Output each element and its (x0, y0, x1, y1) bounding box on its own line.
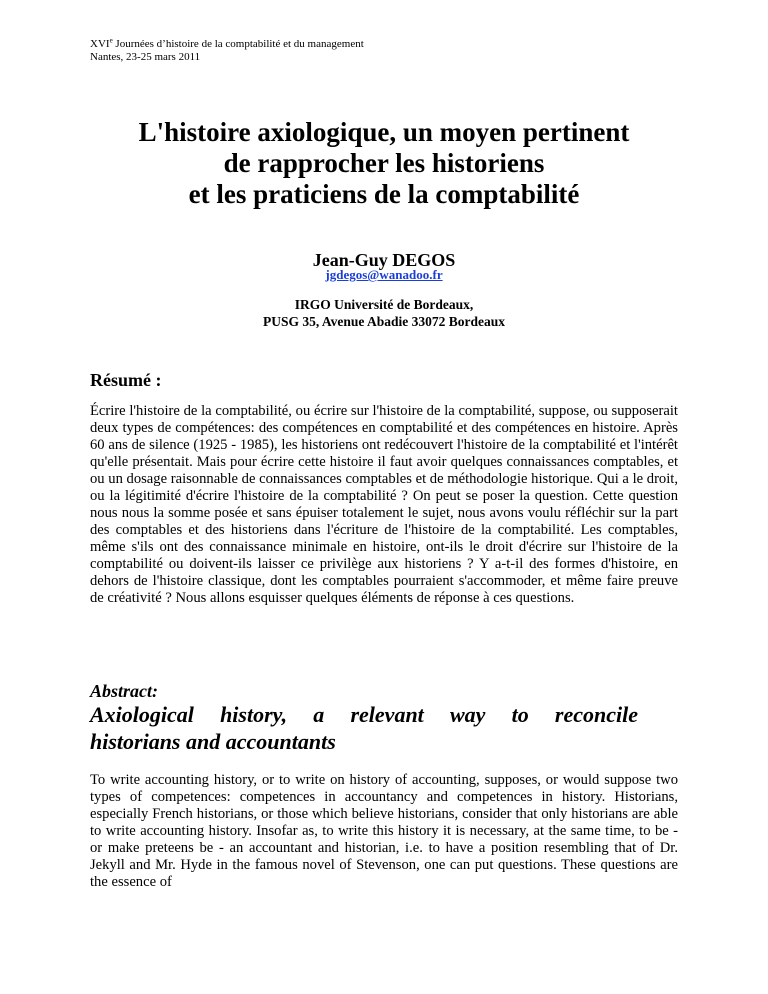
title-line: L'histoire axiologique, un moyen pertinent (138, 117, 630, 147)
abstract-title-line: historians and accountants (90, 729, 336, 754)
abstract-title (90, 701, 638, 755)
abstract-heading: Abstract: (90, 681, 159, 701)
resume-heading: Résumé : (90, 370, 162, 390)
title-line: et les praticiens de la comptabilité (188, 179, 580, 209)
abstract-title-line: Axiological history, a relevant way to reconcile (90, 702, 638, 727)
conference-name: XVIe Journées d’histoire de la comptabilité et du management (90, 36, 364, 50)
author-email (0, 267, 768, 283)
affiliation-line: IRGO Université de Bordeaux, (294, 297, 474, 312)
conference-place-date: Nantes, 23-25 mars 2011 (90, 51, 201, 63)
author-email-link[interactable]: jgdegos@wanadoo.fr (325, 267, 443, 282)
paper-title (60, 117, 708, 210)
title-line: de rapprocher les historiens (223, 148, 545, 178)
affiliation-line: PUSG 35, Avenue Abadie 33072 Bordeaux (262, 314, 506, 329)
resume-text: Écrire l'histoire de la comptabilité, ou écrire sur l'histoire de la comptabilité, suppose, ou supposerait deux types de compétences: des compétences en comptabilité et des compétences en histoire. Après 60 ans de silence (1925 - 1985), les historiens ont redécouvert l'histoire de la comptabilité et l'intérêt qu'elle présentait. Mais pour écrire cette histoire il faut avoir quelques connaissances comptables, et ou un dosage raisonnable de connaissances comptables et de méthodologie historique. Qui a le droit, ou la légitimité d'écrire l'histoire de la comptabilité ? On peut se poser la question. Cette question nous nous la somme posée et sans épuiser totalement le sujet, nous avons voulu réfléchir sur la part des comptables et des historiens dans l'écriture de l'histoire de la comptabilité. Les comptables, même s'ils ont des connaissance minimale en histoire, ont-ils le droit d'écrire sur l'histoire de la comptabilité ou doivent-ils laisser ce privilège aux historiens ? Y a-t-il des formes d'histoire, en dehors de l'histoire classique, dont les comptables pourraient s'accommoder, et même faire preuve de créativité ? Nous allons esquisser quelques éléments de réponse à ces questions. (90, 403, 678, 606)
abstract-text: To write accounting history, or to write on history of accounting, supposes, or would suppose two types of competences: competences in accountancy and competences in history. Historians, especially French historians, or those which believe historians, consider that only historians are able to write accounting history. Insofar as, to write this history it is necessary, at the same time, to be - or make preteens be - an accountant and historian, i.e. to have a position resembling that of Dr. Jekyll and Mr. Hyde in the famous novel of Stevenson, one can put questions. These questions are the essence of (90, 772, 678, 890)
author-affiliation (0, 296, 768, 330)
running-header (90, 38, 364, 64)
author-name: Jean-Guy DEGOS (312, 250, 456, 270)
